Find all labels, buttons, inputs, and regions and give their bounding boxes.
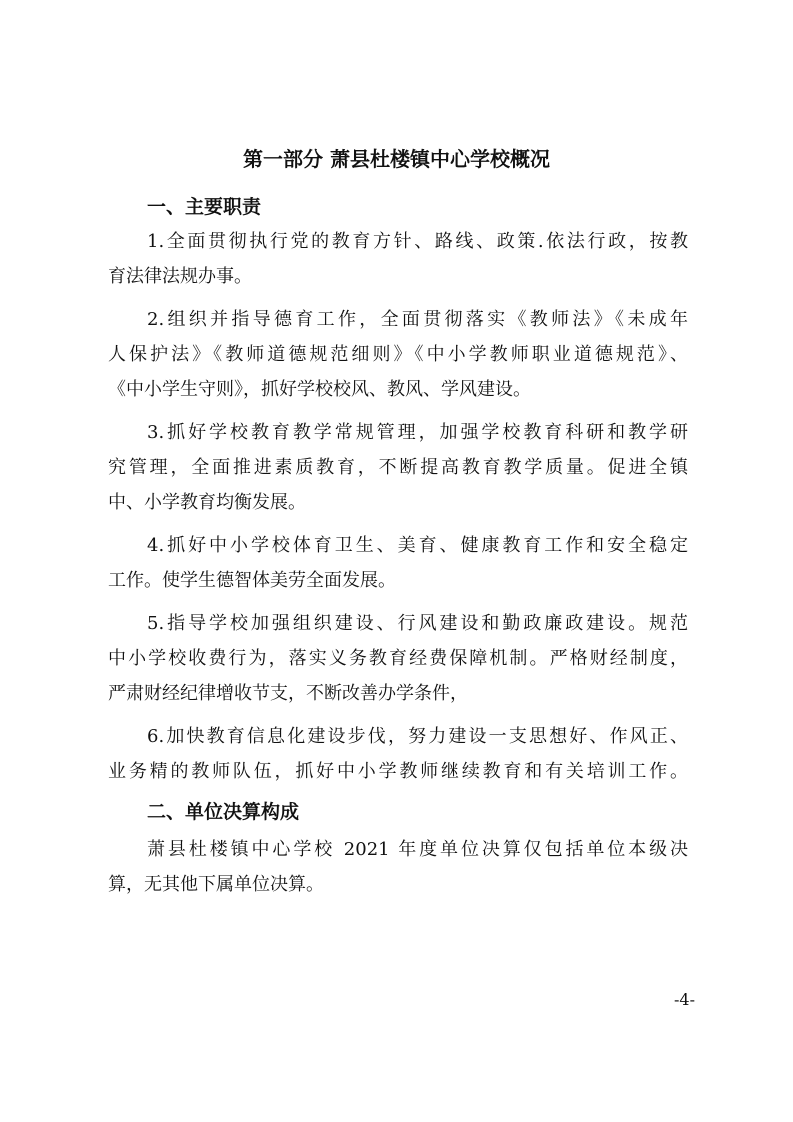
page-title: 第一部分 萧县杜楼镇中心学校概况	[243, 147, 550, 171]
paragraph-line: 工作。使学生德智体美劳全面发展。	[108, 570, 396, 591]
paragraph-line: 人保护法》《教师道德规范细则》《中小学教师职业道德规范》、	[108, 344, 688, 365]
paragraph-line: 3.抓好学校教育教学常规管理，加强学校教育科研和教学研	[147, 422, 688, 443]
paragraph-line: 6.加快教育信息化建设步伐，努力建设一支思想好、作风正、	[147, 726, 688, 747]
paragraph-line: 业务精的教师队伍，抓好中小学教师继续教育和有关培训工作。	[108, 761, 688, 782]
paragraph-line: 育法律法规办事。	[108, 266, 252, 287]
section-heading-composition: 二、单位决算构成	[147, 801, 300, 823]
paragraph-line: 算，无其他下属单位决算。	[108, 874, 324, 895]
paragraph-line: 严肃财经纪律增收节支，不断改善办学条件，	[108, 683, 468, 704]
paragraph-line: 中、小学教育均衡发展。	[108, 492, 306, 513]
paragraph-line: 4.抓好中小学校体育卫生、美育、健康教育工作和安全稳定	[147, 535, 688, 556]
paragraph-line: 1.全面贯彻执行党的教育方针、路线、政策.依法行政，按教	[147, 231, 688, 252]
paragraph-line: 究管理，全面推进素质教育，不断提高教育教学质量。促进全镇	[108, 457, 688, 478]
section-heading-duties: 一、主要职责	[147, 196, 262, 218]
paragraph-line: 中小学校收费行为，落实义务教育经费保障机制。严格财经制度，	[108, 648, 688, 669]
paragraph-line: 萧县杜楼镇中心学校 2021 年度单位决算仅包括单位本级决	[147, 839, 688, 860]
paragraph-line: 5.指导学校加强组织建设、行风建设和勤政廉政建设。规范	[147, 613, 688, 634]
page-number: -4-	[674, 990, 695, 1009]
paragraph-line: 2.组织并指导德育工作，全面贯彻落实《教师法》《未成年	[147, 309, 688, 330]
paragraph-line: 《中小学生守则》，抓好学校校风、教风、学风建设。	[108, 379, 531, 400]
